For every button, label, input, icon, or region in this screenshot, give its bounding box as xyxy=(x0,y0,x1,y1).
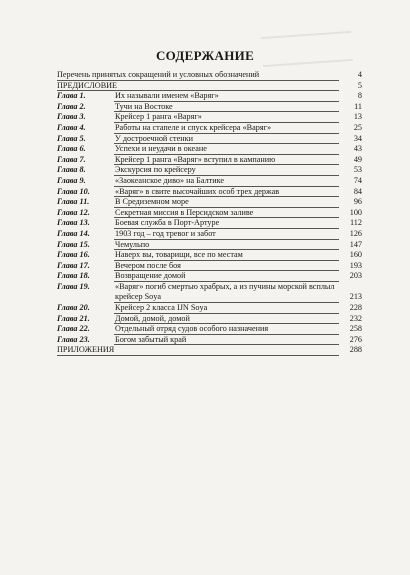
chapter-label: Глава 12. xyxy=(57,207,90,217)
toc-entry xyxy=(57,261,362,272)
toc-entry xyxy=(57,208,362,219)
chapter-title: Секретная миссия в Персидском заливе xyxy=(115,207,254,217)
toc-entry xyxy=(57,155,362,166)
chapter-label: Глава 18. xyxy=(57,271,90,281)
chapter-title: Успехи и неудачи в океане xyxy=(115,144,207,154)
chapter-title: «Заокеанское диво» на Балтике xyxy=(115,175,225,185)
toc-entry xyxy=(57,282,362,303)
chapter-title: 1903 год – год тревог и забот xyxy=(115,228,216,238)
chapter-label: Глава 3. xyxy=(57,112,86,122)
chapter-label: Глава 9. xyxy=(57,175,86,185)
toc-entry xyxy=(57,240,362,251)
chapter-label: Глава 14. xyxy=(57,228,90,238)
toc-entry xyxy=(57,324,362,335)
toc-entry xyxy=(57,91,362,102)
page-number: 13 xyxy=(353,112,362,122)
chapter-label: Глава 5. xyxy=(57,133,86,143)
page-number: 160 xyxy=(349,250,362,260)
chapter-title: Их называли именем «Варяг» xyxy=(115,91,219,101)
chapter-title: Перечень принятых сокращений и условных обозначений xyxy=(57,70,260,79)
chapter-label: Глава 8. xyxy=(57,165,86,175)
chapter-label: Глава 4. xyxy=(57,122,86,132)
page-number: 193 xyxy=(349,260,362,270)
chapter-title: ПРИЛОЖЕНИЯ xyxy=(57,345,115,355)
toc-entry xyxy=(57,102,362,113)
page-number: 96 xyxy=(353,197,362,207)
chapter-label: Глава 16. xyxy=(57,250,90,260)
page-number: 232 xyxy=(349,313,362,323)
page-number: 34 xyxy=(353,133,362,143)
toc-entry xyxy=(57,271,362,282)
chapter-label: Глава 22. xyxy=(57,324,90,334)
chapter-label: Глава 6. xyxy=(57,144,86,154)
chapter-label: Глава 7. xyxy=(57,154,86,164)
chapter-label: Глава 23. xyxy=(57,334,90,344)
toc-entry xyxy=(57,218,362,229)
chapter-label: Глава 17. xyxy=(57,260,90,270)
chapter-label: Глава 13. xyxy=(57,218,90,228)
page-number: 203 xyxy=(349,271,362,281)
toc-entry xyxy=(57,314,362,325)
entry-underline xyxy=(57,355,339,356)
chapter-title: Крейсер 1 ранга «Варяг» xyxy=(115,112,202,122)
page-number: 228 xyxy=(349,303,362,313)
chapter-title: «Варяг» в свите высочайших особ трех держав xyxy=(115,186,280,196)
toc-entry xyxy=(57,250,362,261)
toc-entry xyxy=(57,81,362,92)
chapter-title: Вечером после боя xyxy=(115,260,181,270)
page-number: 4 xyxy=(357,70,362,79)
chapter-label: Глава 19. xyxy=(57,281,90,291)
page-number: 112 xyxy=(350,218,362,228)
page-number: 147 xyxy=(349,239,362,249)
chapter-title: Крейсер 2 класса IJN Soya xyxy=(115,303,208,313)
toc-entry xyxy=(57,335,362,346)
chapter-title: «Варяг» погиб смертью храбрых, а из пучины морской всплыл крейсер Soya xyxy=(115,281,335,302)
page-number: 5 xyxy=(357,80,362,90)
chapter-title: ПРЕДИСЛОВИЕ xyxy=(57,80,118,90)
toc-entry xyxy=(57,345,362,356)
page-number: 25 xyxy=(353,122,362,132)
toc-entry xyxy=(57,134,362,145)
chapter-title: Боевая служба в Порт-Артуре xyxy=(115,218,220,228)
toc-entry xyxy=(57,197,362,208)
chapter-label: Глава 11. xyxy=(57,197,90,207)
chapter-title: Экскурсия по крейсеру xyxy=(115,165,196,175)
toc-title: СОДЕРЖАНИЕ xyxy=(155,48,255,63)
chapter-title: Работы на стапеле и спуск крейсера «Варяг» xyxy=(115,122,272,132)
chapter-label: Глава 10. xyxy=(57,186,90,196)
page-number: 276 xyxy=(349,334,362,344)
chapter-title: У достроечной стенки xyxy=(115,133,193,143)
chapter-title: Наверх вы, товарищи, все по местам xyxy=(115,250,243,260)
page-number: 43 xyxy=(353,144,362,154)
page-number: 11 xyxy=(354,101,362,111)
page-number: 100 xyxy=(349,207,362,217)
page-number: 74 xyxy=(353,175,362,185)
chapter-title: Домой, домой, домой xyxy=(115,313,190,323)
chapter-label: Глава 20. xyxy=(57,303,90,313)
chapter-title: Крейсер 1 ранга «Варяг» вступил в кампанию xyxy=(115,154,276,164)
page-number: 213 xyxy=(349,292,362,302)
page-number: 53 xyxy=(353,165,362,175)
chapter-label: Глава 21. xyxy=(57,313,90,323)
toc-entry xyxy=(57,187,362,198)
toc-entry xyxy=(57,112,362,123)
chapter-label: Глава 2. xyxy=(57,101,86,111)
page-number: 126 xyxy=(349,228,362,238)
toc-list xyxy=(57,70,362,356)
page-number: 288 xyxy=(349,345,362,355)
toc-entry xyxy=(57,176,362,187)
page-number: 49 xyxy=(353,154,362,164)
page-number: 258 xyxy=(349,324,362,334)
chapter-label: Глава 15. xyxy=(57,239,90,249)
chapter-title: Богом забытый край xyxy=(115,334,187,344)
chapter-title: Возвращение домой xyxy=(115,271,186,281)
toc-entry xyxy=(57,123,362,134)
toc-entry xyxy=(57,165,362,176)
chapter-label: Глава 1. xyxy=(57,91,86,101)
toc-entry xyxy=(57,70,362,81)
chapter-title: Тучи на Востоке xyxy=(115,101,173,111)
toc-entry xyxy=(57,229,362,240)
chapter-title: Отдельный отряд судов особого назначения xyxy=(115,324,269,334)
toc-entry xyxy=(57,144,362,155)
page-number: 84 xyxy=(353,186,362,196)
page-number: 8 xyxy=(357,91,362,101)
toc-entry xyxy=(57,303,362,314)
chapter-title: В Средиземном море xyxy=(115,197,189,207)
chapter-title: Чемульпо xyxy=(115,239,150,249)
